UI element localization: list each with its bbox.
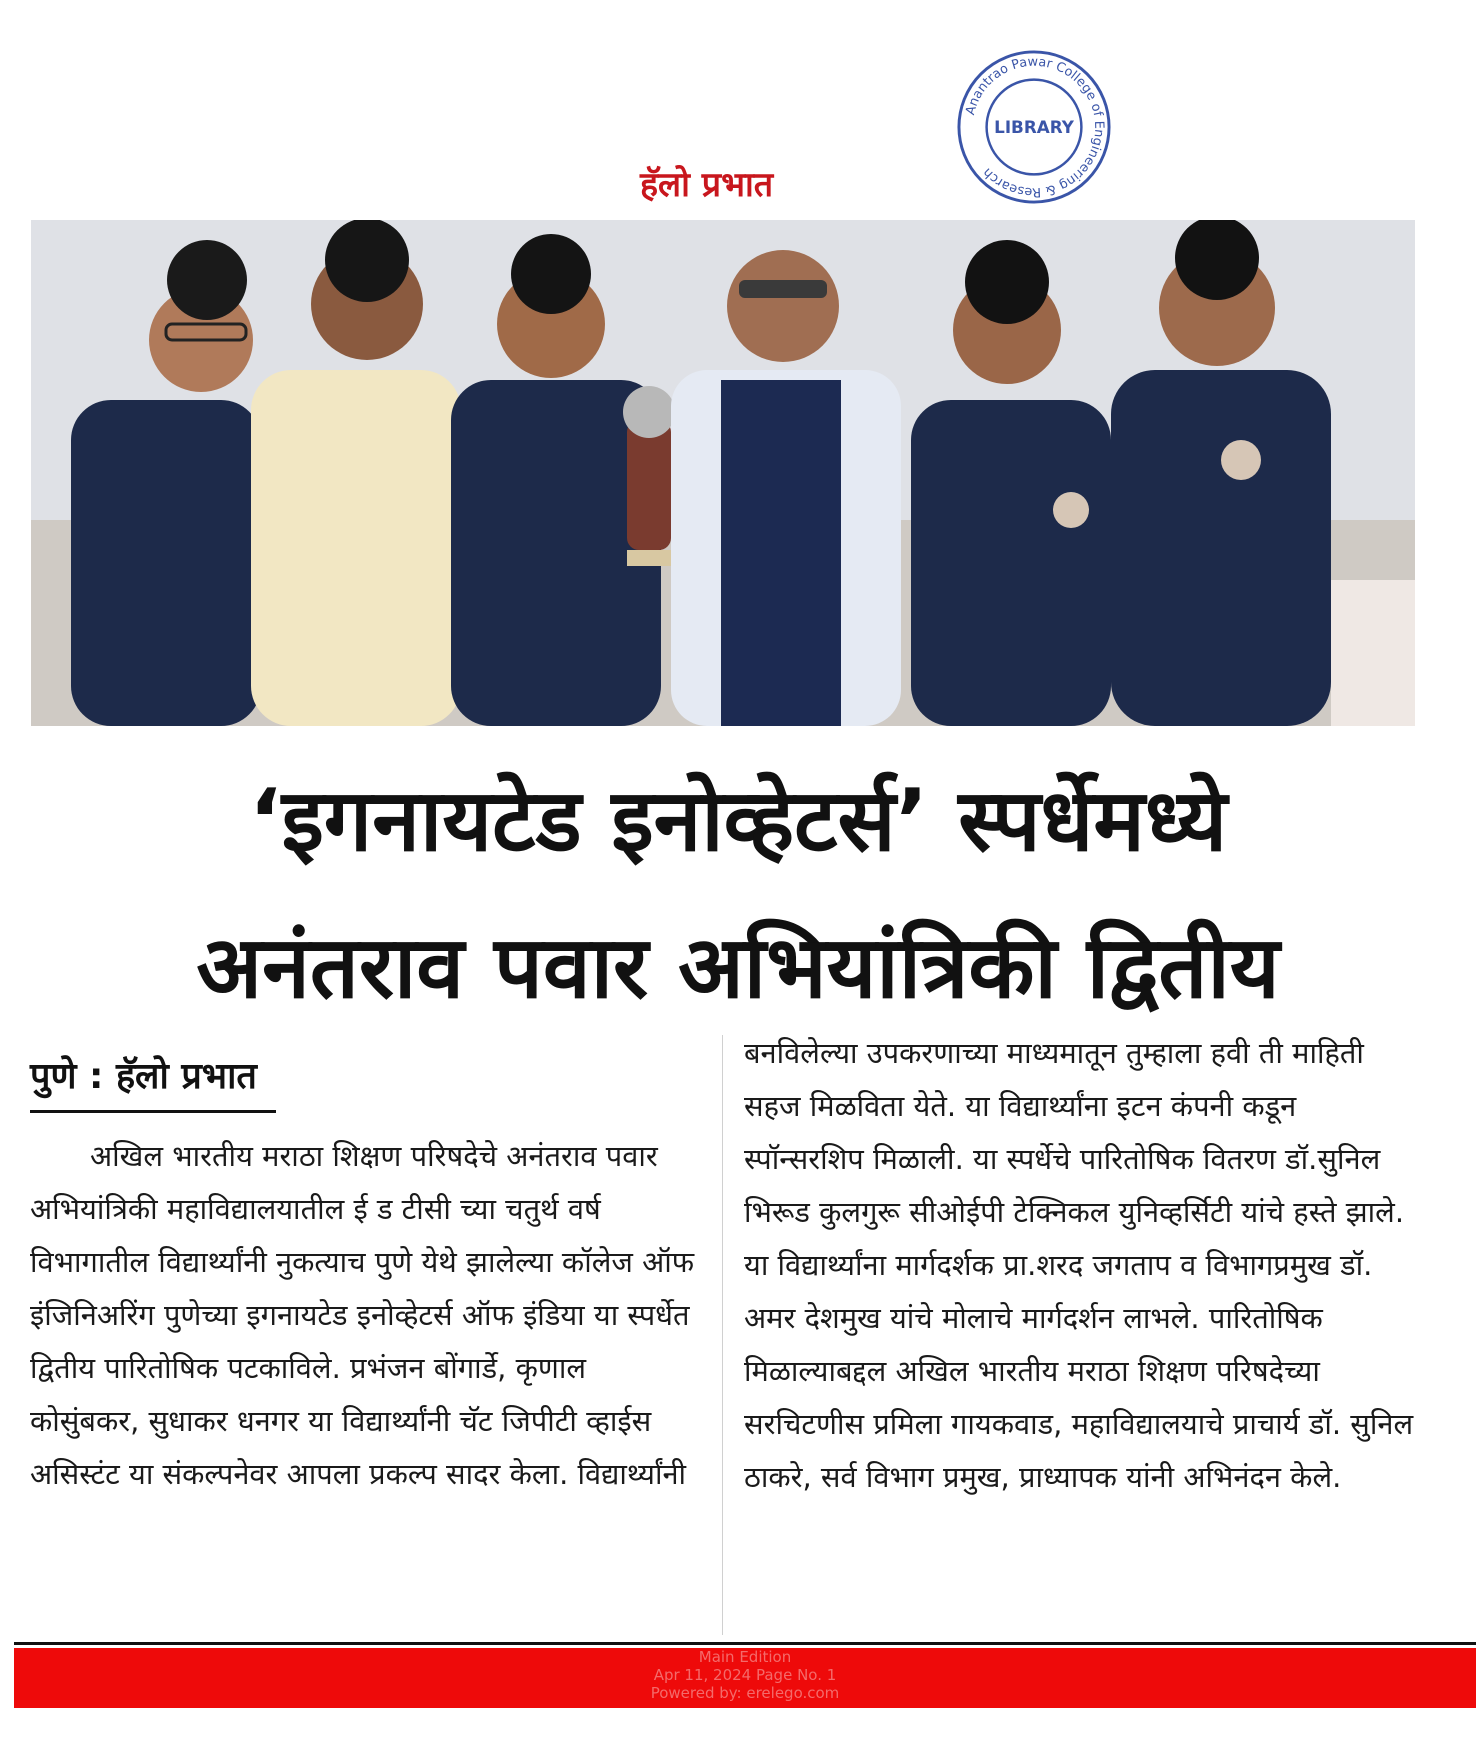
headline-line-2: अनंतराव पवार अभियांत्रिकी द्वितीय [196,918,1280,1018]
column-divider [722,1035,723,1635]
award-photo [31,220,1415,726]
headline-line-1: ‘इगनायटेड इनोव्हेटर्स’ स्पर्धेमध्ये [248,771,1228,871]
trophy [623,386,675,566]
byline-divider [30,1110,276,1113]
article-right-text: बनविलेल्या उपकरणाच्या माध्यमातून तुम्हाला हवी ती माहिती सहज मिळविता येते. या विद्यार्थ्यांना इटन कंपनी कडून स्पॉन्सरशिप मिळाली. या स्पर्धेचे पारितोषिक वितरण डॉ.सुनिल भिरूड कुलगुरू सीओईपी टेक्निकल युनिव्हर्सिटी यांचे हस्ते झाले. या विद्यार्थ्यांना मार्गदर्शक प्रा.शरद जगताप व विभागप्रमुख डॉ. अमर देशमुख यांचे मोलाचे मार्गदर्शन लाभले. पारितोषिक मिळाल्याबद्दल अखिल भारतीय मराठा शिक्षण परिषदेच्या सरचिटणीस प्रमिला गायकवाड, महाविद्यालयाचे प्राचार्य डॉ. सुनिल ठाकरे, सर्व विभाग प्रमुख, प्राध्यापक यांनी अभिनंदन केले. [744,1036,1414,1494]
masthead: हॅलो प्रभात [640,165,774,205]
footer-powered: Powered by: erelego.com [650,1684,840,1702]
stamp-ring-text: Anantrao Pawar College of Engineering & Research [963,54,1107,200]
byline: पुणे : हॅलो प्रभात [30,1056,257,1097]
article-left-text: अखिल भारतीय मराठा शिक्षण परिषदेचे अनंतराव पवार अभियांत्रिकी महाविद्यालयातील ई ड टीसी च्या चतुर्थ वर्ष विभागातील विद्यार्थ्यांनी नुकत्याच पुणे येथे झालेल्या कॉलेज ऑफ इंजिनिअरिंग पुणेच्या इगनायटेड इनोव्हेटर्स ऑफ इंडिया या स्पर्धेत द्वितीय पारितोषिक पटकाविले. प्रभंजन बोंगार्डे, कृणाल कोसुंबकर, सुधाकर धनगर या विद्यार्थ्यांनी चॅट जिपीटी व्हाईस असिस्टंट या संकल्पनेवर आपला प्रकल्प सादर केला. विद्यार्थ्यांनी [30,1139,695,1491]
stamp-center-text: LIBRARY [994,116,1074,137]
award-photo-illustration [31,220,1415,726]
article-left-column [30,1130,698,1501]
footer-edition: Main Edition [698,1648,792,1666]
footer-date-page: Apr 11, 2024 Page No. 1 [653,1666,837,1684]
edition-footer [14,1648,1476,1708]
footer-divider [14,1642,1476,1645]
article-right-column [744,1027,1416,1504]
library-stamp [955,48,1113,206]
